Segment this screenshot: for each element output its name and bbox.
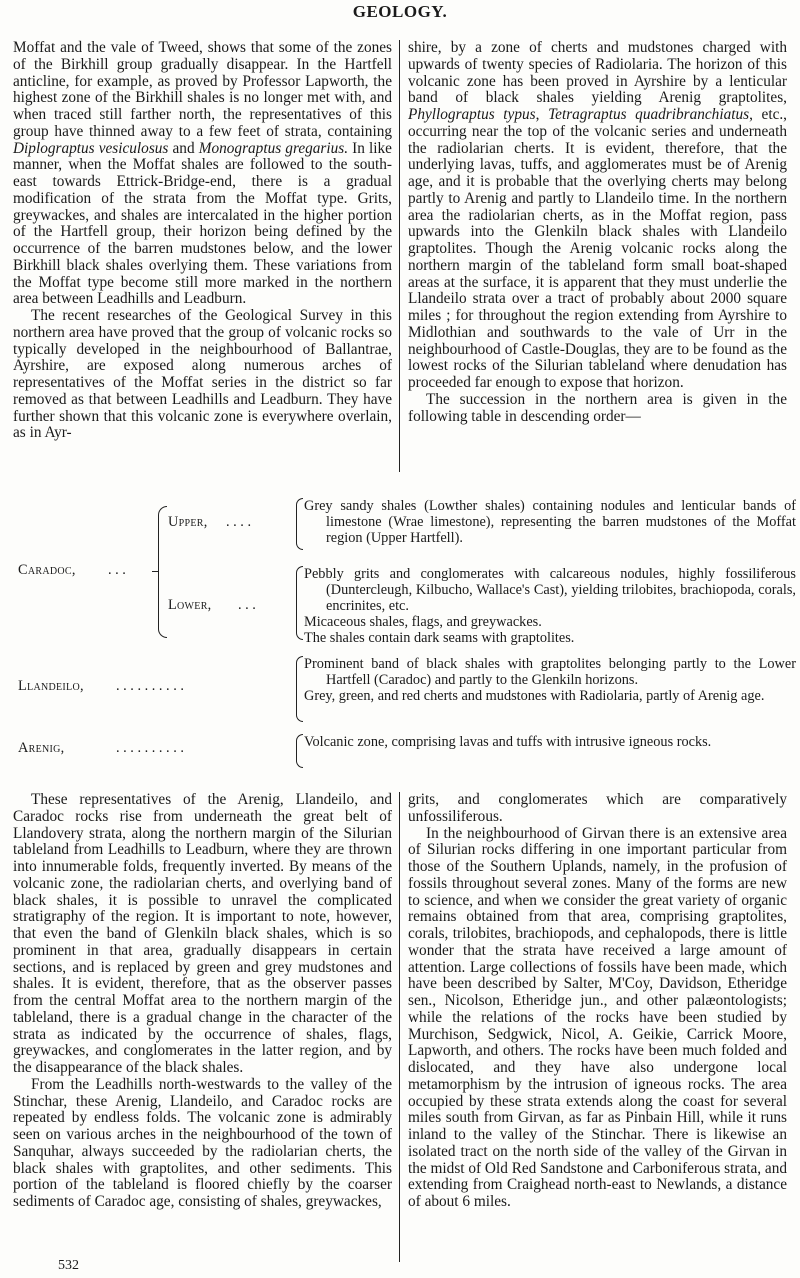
bottom-right-column [408,792,787,1211]
stratum-item: Prominent band of black shales with graptolites belonging partly to the Lower Hartfell (Caradoc) and partly to the Glenkiln horizons. [304,656,796,688]
arenig-brace [296,734,303,768]
species-name: Tetragraptus quadribranchiatus [548,106,750,123]
caradoc-label: Caradoc, [18,562,76,578]
caradoc-upper-description [304,498,796,546]
stratum-item: Grey sandy shales (Lowther shales) containing nodules and lenticular bands of limestone (Wrae limestone), representing the barren mudstones of the Moffat region (Upper Hartfell). [304,498,796,546]
paragraph-text: shire, by a zone of cherts and mudstones charged with upwards of twenty species of Radiolaria. The horizon of this volcanic zone has been proved in Ayrshire by a lenticular band of black shales yielding Arenig graptolites, [408,39,787,107]
stratum-item: Grey, green, and red cherts and mudstones with Radiolaria, partly of Arenig age. [304,688,765,704]
stratum-item: Pebbly grits and conglomerates with calcareous nodules, highly fossiliferous (Duntercleugh, Kilbucho, Wallace's Cast), yielding trilobites, brachiopoda, corals, encrinites, etc. [304,566,796,614]
caradoc-brace-tip [152,571,158,572]
paragraph-text: Moffat and the vale of Tweed, shows that some of the zones of the Birkhill group gradually disappear. In the Hartfell anticline, for example, as proved by Professor Lapworth, the highest zone of the Birkhill shales is no longer met with, and when traced still farther north, the representatives of this group have thinned away to a few feet of strata, containing [13,39,392,140]
caradoc-upper-dots: . . . . [226,514,252,530]
paragraph-text: and [168,139,199,157]
species-name: Diplograptus vesiculosus [13,139,169,157]
column-divider [399,792,400,1262]
paragraph-unfossiliferous: grits, and conglomerates which are comparatively unfossiliferous. [408,791,787,825]
species-name: Monograptus gregarius. [198,139,349,157]
paragraph-text: , [535,106,549,123]
caradoc-brace [158,506,167,638]
arenig-dots: . . . . . . . . . . [116,740,184,756]
paragraph-representatives: These representatives of the Arenig, Llandeilo, and Caradoc rocks rise from underneath the great belt of Llandovery strata, along the northern margin of the Silurian tableland from Leadhills to Leadburn, where they are thrown into innumerable folds, frequently inverted. By means of the volcanic zone, the radiolarian cherts, and overlying band of black shales, it is possible to unravel the complicated stratigraphy of the region. It is important to note, however, that even the band of Glenkiln black shales, which is so prominent in that area, gradually disappears in certain sections, and is replaced by green and grey mudstones and shales. It is evident, therefore, that as the observer passes from the central Moffat area to the northern margin of the tableland, there is a gradual change in the character of the strata as indicated by the occurrence of shales, flags, greywackes, and conglomerates in the latter region, and by the disappearance of the black shales. [13,791,392,1076]
species-name: Phyllograptus typus [408,106,536,123]
caradoc-lower-label: Lower, [168,597,212,613]
paragraph-text: , etc., occurring near the top of the volcanic series and underneath the radiolarian cherts. It is evident, therefore, that the underlying lavas, tuffs, and agglomerates must be of Arenig age, and it is probable that the overlying cherts may belong partly to Arenig and partly to Llandeilo time. In the northern area the radiolarian cherts, as in the Moffat region, pass upwards into the Glenkiln black shales with Llandeilo graptolites. Though the Arenig volcanic rocks along the northern margin of the tableland form small boat-shaped areas at the surface, it is apparent that they must underlie the Llandeilo strata over a tract of probably about 2000 square miles ; for throughout the region extending from Ayrshire to Midlothian and southwards to the vale of Urr in the neighbourhood of Castle-Douglas, they are to be found as the lowest rocks of the Silurian tableland where denudation has proceeded far enough to expose that horizon. [408,106,788,391]
paragraph-text: In like manner, when the Moffat shales are followed to the south-east towards Ettrick-Bridge-end, there is a gradual modification of the strata from the Moffat type. Grits, greywackes, and shales are intercalated in the higher portion of the Hartfell group, their horizon being defined by the occurrence of the barren mudstones below, and the lower Birkhill black shales overlying them. These variations from the Moffat type become still more marked in the northern area between Leadhills and Leadburn. [13,139,392,308]
page-header: GEOLOGY. [352,2,448,21]
page-number: 532 [58,1258,79,1273]
stratum-item: Micaceous shales, flags, and greywackes. [304,614,542,630]
llandeilo-description [304,656,796,704]
stratum-item: Volcanic zone, comprising lavas and tuffs with intrusive igneous rocks. [304,734,712,750]
llandeilo-label: Llandeilo, [18,678,84,694]
caradoc-lower-dots: . . . [238,597,256,613]
paragraph-succession-intro: The succession in the northern area is given in the following table in descending order— [408,390,787,425]
stratum-item: The shales contain dark seams with graptolites. [304,630,575,646]
paragraph-leadhills: From the Leadhills north-westwards to the valley of the Stinchar, these Arenig, Llandeilo, and Caradoc rocks are repeated by endless folds. The volcanic zone is admirably seen on various arches in the neighbourhood of the town of Sanquhar, always succeeded by the radiolarian cherts, the black shales with graptolites, and other sediments. This portion of the tableland is floored chiefly by the coarser sediments of Caradoc age, consisting of shales, greywackes, [13,1075,392,1210]
paragraph-girvan: In the neighbourhood of Girvan there is an extensive area of Silurian rocks differing in one important particular from those of the Southern Uplands, namely, in the profusion of fossils throughout several zones. Many of the forms are new to science, and when we consider the great variety of organic remains obtained from that area, comprising graptolites, corals, trilobites, brachiopods, and cephalopods, there is little wonder that the strata have received a large amount of attention. Large collections of fossils have been made, which have been described by Salter, M'Coy, Davidson, Etheridge sen., Nicolson, Etheridge jun., and other palæontologists; while the relations of the rocks have been studied by Murchison, Sedgwick, Nicol, A. Geikie, Carrick Moore, Lapworth, and others. The rocks have been much folded and dislocated, and they have also undergone local metamorphism by the intrusion of igneous rocks. The area occupied by these strata extends along the coast for several miles south from Girvan, as far as Pinbain Hill, while it runs inland to the valley of the Stinchar. There is likewise an isolated tract on the north side of the valley of the Girvan in the midst of Old Red Sandstone and Carboniferous strata, and extending from Craighead north-east to Newlands, a distance of about 6 miles. [408,824,787,1210]
llandeilo-brace [296,656,303,722]
paragraph-geological-survey: The recent researches of the Geological Survey in this northern area have proved that the group of volcanic rocks so typically developed in the neighbourhood of Ballantrae, Ayrshire, are exposed along numerous arches of representatives of the Moffat series in the district so far removed as that between Leadhills and Leadburn. They have further shown that this volcanic zone is everywhere overlain, as in Ayr- [13,307,392,442]
caradoc-upper-label: Upper, [168,514,208,530]
arenig-description [304,734,796,750]
caradoc-lower-description [304,566,796,646]
llandeilo-dots: . . . . . . . . . . [116,678,184,694]
caradoc-lower-brace [296,566,303,640]
bottom-left-column [13,792,392,1211]
arenig-label: Arenig, [18,740,65,756]
caradoc-upper-brace [296,498,303,550]
caradoc-dots: . . . [108,562,126,578]
